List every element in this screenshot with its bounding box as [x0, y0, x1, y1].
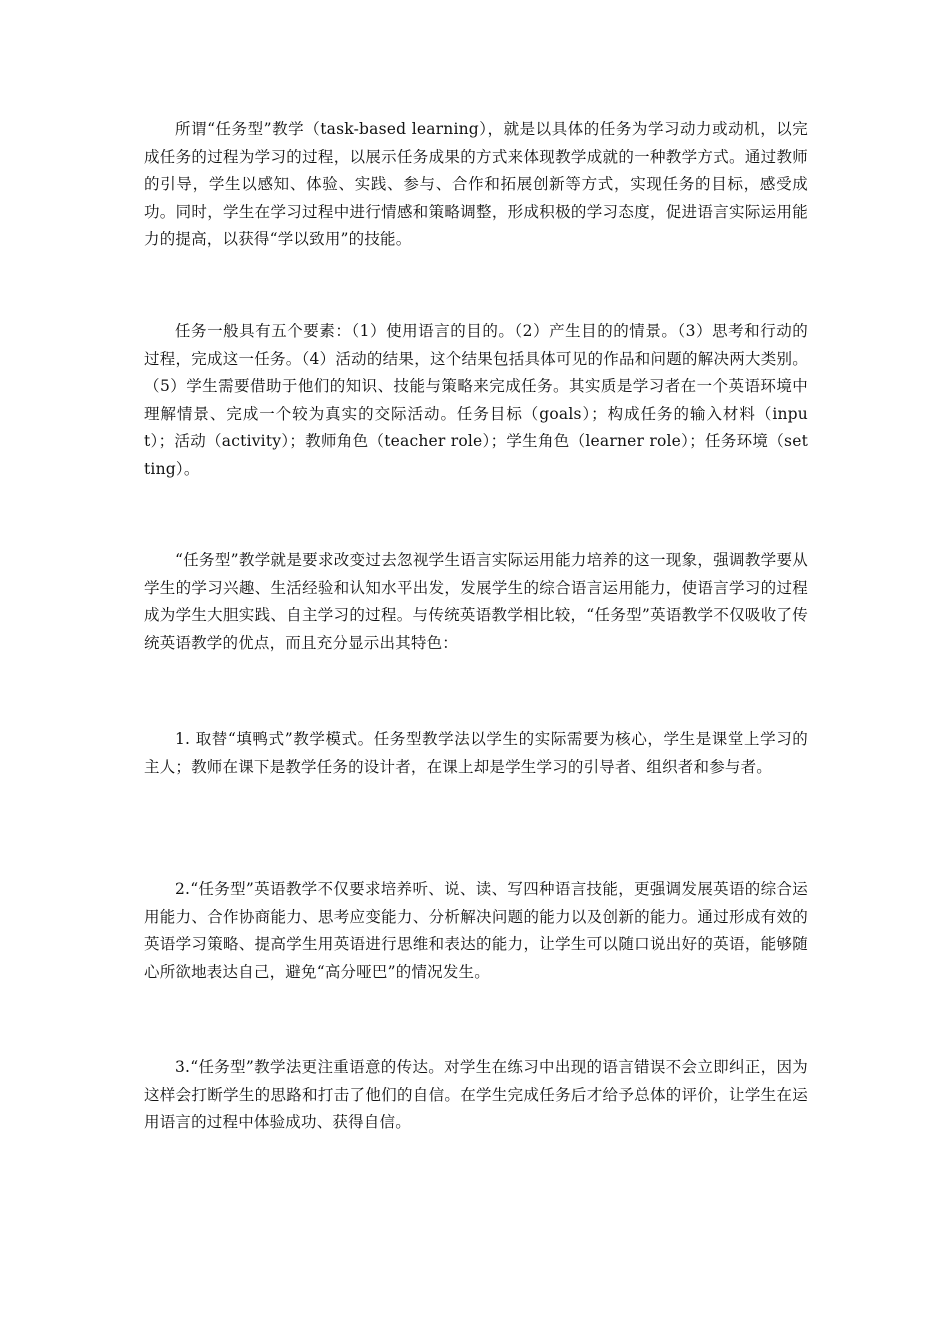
paragraph-task-based-definition: 所谓“任务型”教学（task-based learning），就是以具体的任务为学习动力或动机，以完成任务的过程为学习的过程，以展示任务成果的方式来体现教学成就的一种教学方式。通过教师的引导，学生以感知、体验、实践、参与、合作和拓展创新等方式，实现任务的目标，感受成功。同时，学生在学习过程中进行情感和策略调整，形成积极的学习态度，促进语言实际运用能力的提高，以获得“学以致用”的技能。: [144, 120, 808, 248]
paragraph-point-1: 1. 取替“填鸭式”教学模式。任务型教学法以学生的实际需要为核心，学生是课堂上学习的主人；教师在课下是教学任务的设计者，在课上却是学生学习的引导者、组织者和参与者。: [144, 730, 808, 776]
paragraph-point-2: 2.“任务型”英语教学不仅要求培养听、说、读、写四种语言技能，更强调发展英语的综合运用能力、合作协商能力、思考应变能力、分析解决问题的能力以及创新的能力。通过形成有效的英语学习策略、提高学生用英语进行思维和表达的能力，让学生可以随口说出好的英语，能够随心所欲地表达自己，避免“高分哑巴”的情况发生。: [144, 880, 808, 981]
paragraph-point-3: 3.“任务型”教学法更注重语意的传达。对学生在练习中出现的语言错误不会立即纠正，因为这样会打断学生的思路和打击了他们的自信。在学生完成任务后才给予总体的评价，让学生在运用语言的过程中体验成功、获得自信。: [144, 1058, 808, 1131]
paragraph-five-elements: 任务一般具有五个要素：（1）使用语言的目的。（2）产生目的的情景。（3）思考和行动的过程，完成这一任务。（4）活动的结果，这个结果包括具体可见的作品和问题的解决两大类别。（5）学生需要借助于他们的知识、技能与策略来完成任务。其实质是学习者在一个英语环境中理解情景、完成一个较为真实的交际活动。任务目标（goals）；构成任务的输入材料（input）；活动（activity）；教师角色（teacher role）；学生角色（learner role）；任务环境（setting）。: [144, 322, 808, 478]
paragraph-features-intro: “任务型”教学就是要求改变过去忽视学生语言实际运用能力培养的这一现象，强调教学要从学生的学习兴趣、生活经验和认知水平出发，发展学生的综合语言运用能力，使语言学习的过程成为学生大胆实践、自主学习的过程。与传统英语教学相比较，“任务型”英语教学不仅吸收了传统英语教学的优点，而且充分显示出其特色：: [144, 551, 808, 652]
